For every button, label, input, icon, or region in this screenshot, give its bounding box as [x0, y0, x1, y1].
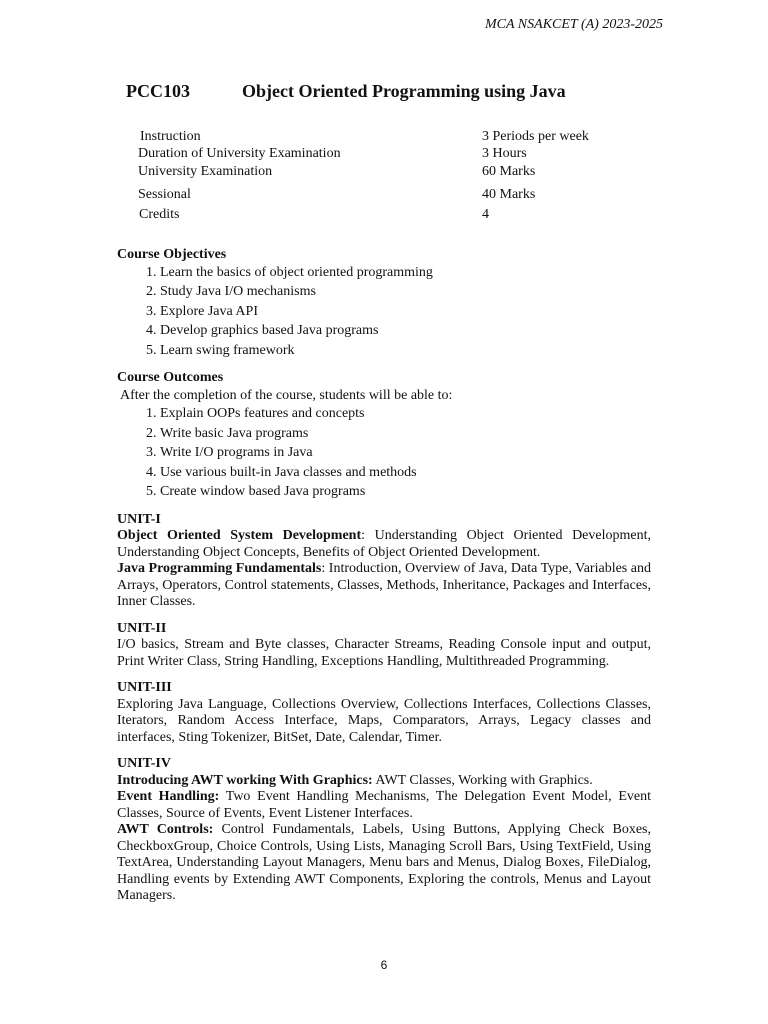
list-item: 2. Study Java I/O mechanisms: [160, 284, 651, 301]
detail-label: Sessional: [138, 187, 191, 202]
course-title: [126, 81, 566, 102]
detail-row-duration: [138, 146, 658, 164]
detail-label: University Examination: [138, 164, 273, 179]
list-item: 5. Learn swing framework: [160, 343, 651, 360]
unit-4-paragraph-1: [117, 773, 651, 790]
detail-value: 60 Marks: [482, 164, 536, 179]
objectives-list: [117, 265, 651, 360]
unit-1-topic-2: Java Programming Fundamentals: [117, 561, 322, 576]
unit-2-heading: UNIT-II: [117, 620, 167, 636]
detail-value: 3 Hours: [482, 146, 527, 161]
outcomes-heading: Course Outcomes: [117, 370, 224, 385]
detail-label: Credits: [139, 207, 180, 222]
list-item: 4. Develop graphics based Java programs: [160, 323, 651, 340]
unit-4-topic-1: Introducing AWT working With Graphics:: [117, 772, 373, 788]
detail-row-sessional: [138, 187, 658, 207]
page-header: MCA NSAKCET (A) 2023-2025: [485, 17, 663, 32]
detail-row-university-exam: [138, 164, 658, 187]
unit-4-text-2: Two Event Handling Mechanisms, The Delegation Event Model, Event Classes, Source of Events, Event Listener Interfaces.: [117, 789, 651, 821]
outcomes-list: [117, 406, 651, 501]
unit-4-paragraph-2: [117, 789, 651, 822]
detail-label: Instruction: [140, 129, 201, 144]
detail-value: 40 Marks: [482, 187, 536, 202]
unit-4-heading: UNIT-IV: [117, 756, 171, 771]
unit-3-paragraph: Exploring Java Language, Collections Overview, Collections Interfaces, Collections Classes, Iterators, Random Access Interface, Maps, Comparators, Arrays, Legacy classes and interfaces, Sting Tokenizer, BitSet, Date, Calendar, Timer.: [117, 696, 651, 745]
unit-1-paragraph-1: [117, 528, 651, 561]
list-item: 1. Learn the basics of object oriented programming: [160, 265, 651, 282]
unit-2-paragraph: I/O basics, Stream and Byte classes, Character Streams, Reading Console input and output, Print Writer Class, String Handling, Exceptions Handling, Multithreaded Programming.: [117, 637, 651, 669]
list-item: 1. Explain OOPs features and concepts: [160, 406, 651, 423]
list-item: 4. Use various built-in Java classes and methods: [160, 465, 651, 482]
course-code: PCC103: [126, 81, 190, 101]
detail-value: 4: [482, 207, 489, 222]
unit-1-heading: UNIT-I: [117, 511, 161, 527]
unit-4-paragraph-3: [117, 822, 651, 905]
list-item: 3. Explore Java API: [160, 304, 651, 321]
page-number: 6: [380, 958, 388, 972]
unit-1-text-1: : Understanding Object Oriented Development, Understanding Object Concepts, Benefits of Object Oriented Development.: [117, 528, 651, 560]
unit-4-text-1: AWT Classes, Working with Graphics.: [372, 772, 593, 788]
unit-1-topic-1: Object Oriented System Development: [117, 528, 362, 543]
unit-4-topic-2: Event Handling:: [117, 789, 220, 804]
detail-row-instruction: [138, 129, 658, 146]
syllabus-content: [117, 247, 651, 905]
unit-1-text-2: : Introduction, Overview of Java, Data Type, Variables and Arrays, Operators, Control statements, Classes, Methods, Inheritance, Packages and Interfaces, Inner Classes.: [117, 561, 651, 609]
outcomes-intro: After the completion of the course, students will be able to:: [120, 387, 453, 403]
detail-value: 3 Periods per week: [482, 129, 589, 144]
unit-1-paragraph-2: [117, 561, 651, 611]
objectives-heading: Course Objectives: [117, 247, 227, 262]
unit-4-topic-3: AWT Controls:: [117, 822, 214, 837]
detail-label: Duration of University Examination: [138, 146, 341, 161]
course-name: Object Oriented Programming using Java: [242, 81, 566, 101]
unit-4-text-3: Control Fundamentals, Labels, Using Buttons, Applying Check Boxes, CheckboxGroup, Choice Controls, Using Lists, Managing Scroll Bars, Using TextField, Using TextArea, Understanding Layout Managers, Menu bars and Menus, Dialog Boxes, FileDialog, Handling events by Extending AWT Components, Exploring the controls, Menus and Layout Managers.: [117, 822, 651, 903]
list-item: 5. Create window based Java programs: [160, 484, 651, 501]
list-item: 2. Write basic Java programs: [160, 426, 651, 443]
course-details-table: [138, 129, 658, 225]
unit-3-heading: UNIT-III: [117, 680, 172, 695]
detail-row-credits: [138, 207, 658, 225]
list-item: 3. Write I/O programs in Java: [160, 445, 651, 462]
